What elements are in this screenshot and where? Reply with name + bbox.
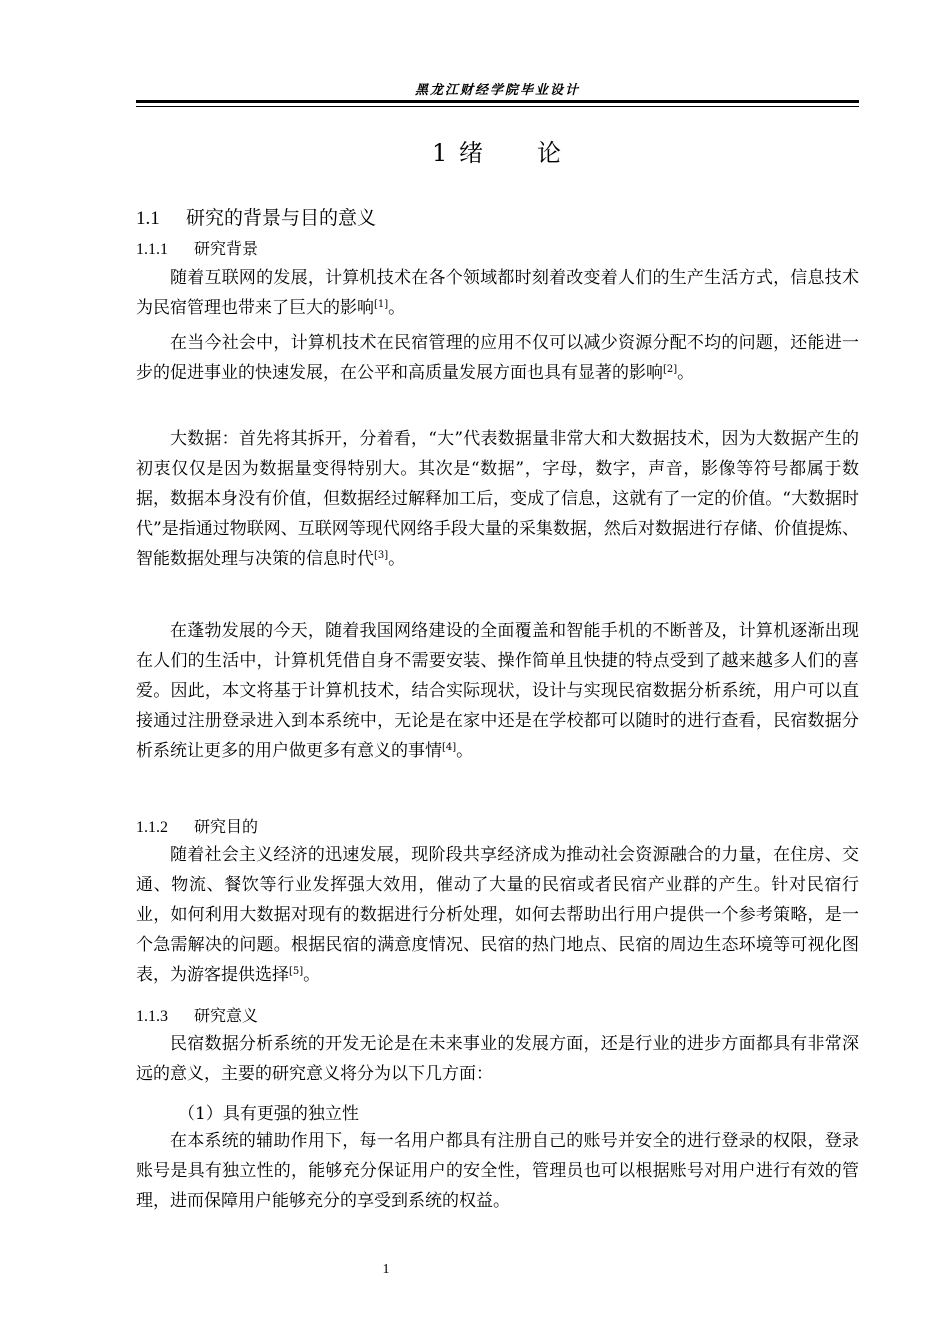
subsection-heading-1-1-3 [136, 1003, 258, 1026]
subsection-title: 研究背景 [194, 239, 259, 258]
subsection-number: 1.1.1 [136, 241, 168, 258]
citation-ref: [5] [289, 966, 304, 977]
section-heading-1-1 [136, 203, 376, 230]
running-header: 黑龙江财经学院毕业设计 [414, 83, 580, 98]
subsection-number: 1.1.3 [136, 1008, 168, 1025]
paragraph-independence: 在本系统的辅助作用下，每一名用户都具有注册自己的账号并安全的进行登录的权限，登录账号是具有独立性的，能够充分保证用户的安全性，管理员也可以根据账号对用户进行有效的管理，进而保障用户能够充分的享受到系统的权益。 [136, 1131, 859, 1211]
header-rule-thin [136, 106, 859, 107]
paragraph-big-data: 大数据：首先将其拆开，分着看，“大”代表数据量非常大和大数据技术，因为大数据产生的初衷仅仅是因为数据量变得特别大。其次是“数据”，字母，数字，声音，影像等符号都属于数据，数据本身没有价值，但数据经过解释加工后，变成了信息，这就有了一定的价值。“大数据时代”是指通过物联网、互联网等现代网络手段大量的采集数据，然后对数据进行存储、价值提炼、智能数据处理与决策的信息时代[3]。 [136, 429, 859, 569]
paragraph-background-1: 随着互联网的发展，计算机技术在各个领域都时刻着改变着人们的生产生活方式，信息技术为民宿管理也带来了巨大的影响[1]。 [136, 268, 859, 318]
citation-ref: [2] [663, 364, 678, 375]
subsection-title: 研究意义 [194, 1006, 259, 1025]
citation-ref: [1] [374, 299, 389, 310]
subsection-title: 研究目的 [194, 817, 259, 836]
header-rule-thick [136, 100, 859, 103]
subsection-heading-1-1-1 [136, 236, 258, 259]
citation-ref: [4] [442, 742, 457, 753]
page-number: 1 [382, 1262, 390, 1277]
paragraph-purpose: 随着社会主义经济的迅速发展，现阶段共享经济成为推动社会资源融合的力量，在住房、交通、物流、餐饮等行业发挥强大效用，催动了大量的民宿或者民宿产业群的产生。针对民宿行业，如何利用大数据对现有的数据进行分析处理，如何去帮助出行用户提供一个参考策略，是一个急需解决的问题。根据民宿的满意度情况、民宿的热门地点、民宿的周边生态环境等可视化图表，为游客提供选择[5]。 [136, 845, 859, 985]
paragraph-background-2: 在当今社会中，计算机技术在民宿管理的应用不仅可以减少资源分配不均的问题，还能进一步的促进事业的快速发展，在公平和高质量发展方面也具有显著的影响[2]。 [136, 333, 859, 383]
citation-ref: [3] [374, 550, 389, 561]
section-number: 1.1 [136, 208, 160, 229]
paragraph-background-4: 在蓬勃发展的今天，随着我国网络建设的全面覆盖和智能手机的不断普及，计算机逐渐出现在人们的生活中，计算机凭借自身不需要安装、操作简单且快捷的特点受到了越来越多人们的喜爱。因此，本文将基于计算机技术，结合实际现状，设计与实现民宿数据分析系统，用户可以直接通过注册登录进入到本系统中，无论是在家中还是在学校都可以随时的进行查看，民宿数据分析系统让更多的用户做更多有意义的事情[4]。 [136, 621, 859, 761]
subsection-number: 1.1.2 [136, 819, 168, 836]
chapter-title: 1 绪 论 [432, 139, 563, 167]
list-item-independence: （1）具有更强的独立性 [178, 1104, 359, 1124]
subsection-heading-1-1-2 [136, 814, 258, 837]
section-title: 研究的背景与目的意义 [186, 207, 377, 229]
paragraph-significance: 民宿数据分析系统的开发无论是在未来事业的发展方面，还是行业的进步方面都具有非常深远的意义，主要的研究意义将分为以下几方面： [136, 1034, 859, 1084]
